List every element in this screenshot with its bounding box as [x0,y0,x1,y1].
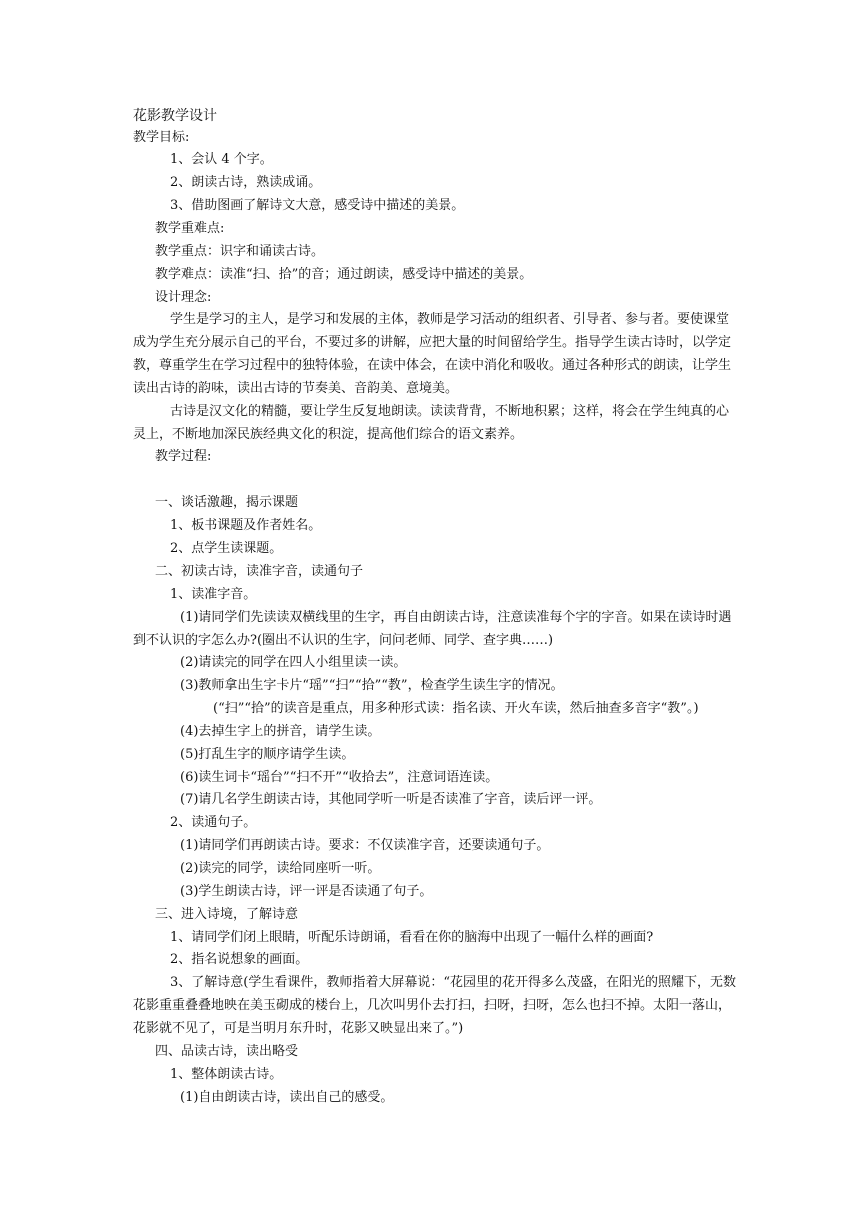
key-focus: 教学重点：识字和诵读古诗。 [155,244,325,259]
step-line: (4)去掉生字上的拼音，请学生读。 [180,724,381,739]
step-line: (3)教师拿出生字卡片“瑶”“扫”“拾”“教”，检查学生读生字的情况。 [180,678,564,693]
section-title: 二、初读古诗，读准字音，读通句子 [155,564,364,579]
step-line: (1)请同学们再朗读古诗。要求：不仅读准字音，还要读通句子。 [180,838,550,853]
philosophy-paragraph-line: 教，尊重学生在学习过程中的独特体验，在读中体会，在读中消化和吸收。通过各种形式的朗读，让学生 [133,358,732,373]
step-line: 到不认识的字怎么办?(圈出不认识的生字，问问老师、同学、查字典……) [133,633,554,648]
step-note: (“扫”“拾”的读音是重点，用多种形式读：指名读、开火车读，然后抽查多音字“教”。) [213,701,699,716]
section-title: 三、进入诗境，了解诗意 [155,907,299,922]
step-line: (3)学生朗读古诗，评一评是否读通了句子。 [180,884,433,899]
philosophy-paragraph-line: 成为学生充分展示自己的平台，不要过多的讲解，应把大量的时间留给学生。指导学生读古诗时，以学定 [133,335,732,350]
step-line: (7)请几名学生朗读古诗，其他同学听一听是否读准了字音，读后评一评。 [180,792,602,807]
section-item: 2、指名说想象的画面。 [170,952,309,967]
objectives-heading: 教学目标: [133,130,190,145]
subsection-title: 2、读通句子。 [170,815,257,830]
philosophy-paragraph-line: 灵上，不断地加深民族经典文化的积淀，提高他们综合的语文素养。 [133,427,524,442]
section-title: 四、品读古诗，读出略受 [155,1044,299,1059]
step-line: (5)打乱生字的顺序请学生读。 [180,747,355,762]
step-line: (2)请读完的同学在四人小组里读一读。 [180,655,407,670]
step-line: (6)读生词卡“瑶台”“扫不开”“收拾去”，注意词语连读。 [180,770,499,785]
section-item: 2、点学生读课题。 [170,541,283,556]
step-line: (2)读完的同学，读给同座听一听。 [180,861,381,876]
document-title: 花影教学设计 [133,108,217,124]
philosophy-paragraph-line: 读出古诗的韵味，读出古诗的节奏美、音韵美、意境美。 [133,381,459,396]
philosophy-paragraph-line: 学生是学习的主人，是学习和发展的主体，教师是学习活动的组织者、引导者、参与者。要使课堂 [170,312,730,327]
section-item: 1、板书课题及作者姓名。 [170,518,322,533]
key-points-heading: 教学重难点: [155,221,225,236]
step-line: (1)请同学们先读读双横线里的生字，再自由朗读古诗，注意读准每个字的字音。如果在读诗时遇 [180,610,732,625]
subsection-title: 1、整体朗读古诗。 [170,1067,283,1082]
objective-item: 1、会认 4 个字。 [170,152,273,167]
section-item: 1、请同学们闭上眼睛，听配乐诗朗诵，看看在你的脑海中出现了一幅什么样的画面? [170,930,654,945]
objective-item: 2、朗读古诗，熟读成诵。 [170,175,322,190]
philosophy-paragraph-line: 古诗是汉文化的精髓，要让学生反复地朗读。读读背背，不断地积累；这样，将会在学生纯真的心 [170,404,730,419]
section-item: 花影重重叠叠地映在美玉砌成的楼台上，几次叫男仆去打扫，扫呀，扫呀，怎么也扫不掉。太阳一落山， [133,998,732,1013]
objective-item: 3、借助图画了解诗文大意，感受诗中描述的美景。 [170,198,465,213]
section-item: 花影就不见了，可是当明月东升时，花影又映显出来了。”) [133,1021,464,1036]
section-title: 一、谈话激趣，揭示课题 [155,495,299,510]
step-line: (1)自由朗读古诗，读出自己的感受。 [180,1090,394,1105]
key-difficulty: 教学难点：读准“扫、拾”的音；通过朗读，感受诗中描述的美景。 [155,267,533,282]
philosophy-heading: 设计理念: [155,290,212,305]
process-heading: 教学过程: [155,449,212,464]
section-item: 3、了解诗意(学生看课件，教师指着大屏幕说：“花园里的花开得多么茂盛，在阳光的照耀下，无数 [170,975,736,990]
subsection-title: 1、读准字音。 [170,587,257,602]
